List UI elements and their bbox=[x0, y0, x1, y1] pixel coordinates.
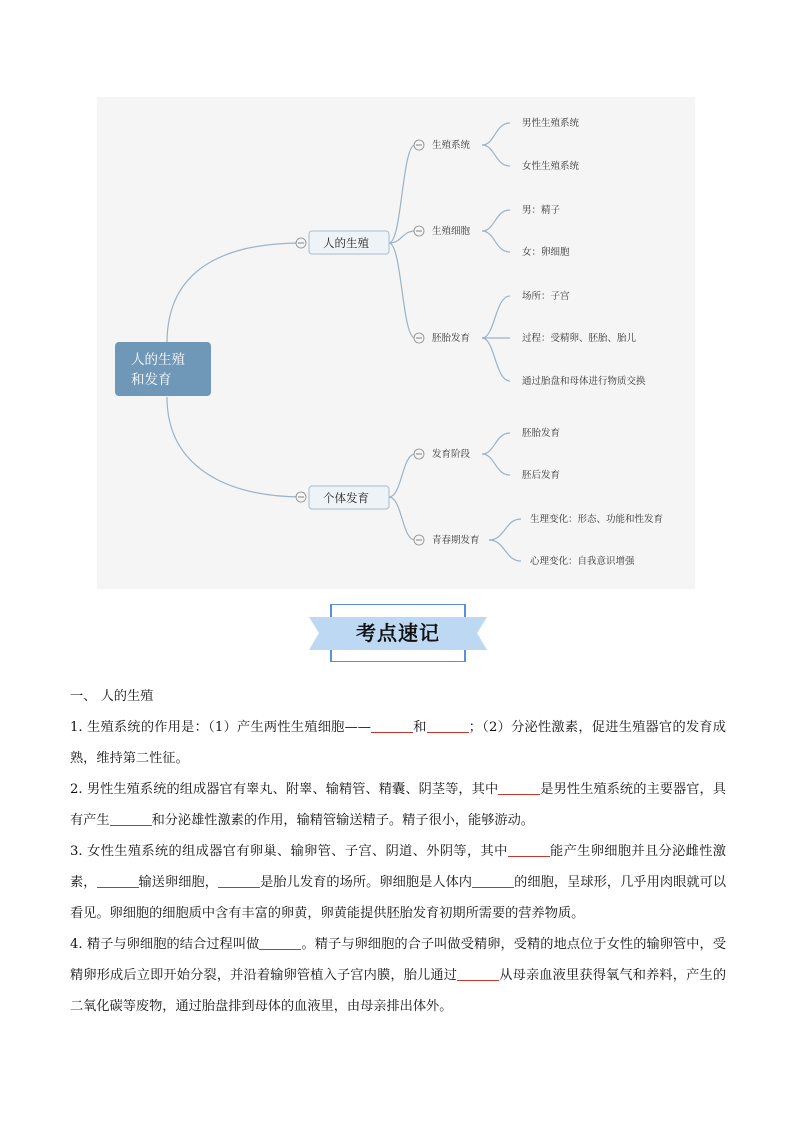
mind-map bbox=[97, 97, 695, 589]
notes-content bbox=[70, 682, 726, 1022]
leaf-label: 男：精子 bbox=[522, 205, 561, 216]
fill-blank[interactable] bbox=[110, 811, 152, 826]
banner-title: 考点速记 bbox=[356, 621, 440, 645]
leaf-label: 过程：受精卵、胚胎、胎儿 bbox=[522, 333, 637, 344]
sub-label-germ-cells: 生殖细胞 bbox=[432, 226, 471, 237]
leaf-label: 心理变化：自我意识增强 bbox=[530, 556, 635, 567]
leaf-label: 女：卵细胞 bbox=[522, 247, 570, 258]
connector-b2-s1 bbox=[389, 454, 415, 497]
fill-blank[interactable] bbox=[498, 780, 540, 795]
leaf-label: 胚胎发育 bbox=[522, 428, 561, 439]
section-banner bbox=[309, 604, 487, 662]
sub-label-puberty: 青春期发育 bbox=[432, 535, 480, 546]
leaf-label: 场所：子宫 bbox=[522, 291, 570, 302]
connector-b1-s1 bbox=[389, 145, 415, 243]
connector-b1-s3 bbox=[389, 243, 415, 338]
leaf-label: 男性生殖系统 bbox=[522, 118, 580, 129]
connector-root-branch1 bbox=[167, 243, 302, 343]
root-label-line1: 人的生殖 bbox=[131, 352, 185, 368]
leaf-label: 生理变化：形态、功能和性发育 bbox=[530, 514, 664, 525]
section-heading: 一、 人的生殖 bbox=[70, 689, 154, 704]
fill-blank[interactable] bbox=[472, 873, 514, 888]
fill-blank[interactable] bbox=[259, 935, 301, 950]
item-3: 3. 女性生殖系统的组成器官有卵巢、输卵管、子宫、阴道、外阴等，其中 能产生卵细胞并且分泌雌性激素， 输送卵细胞， 是胎儿发育的场所。卵细胞是人体内 的细胞，呈球形，几乎用肉眼就可以看见。卵细胞的细胞质中含有丰富的卵黄，卵黄能提供胚胎发育初期所需要的营养物质。 bbox=[70, 844, 727, 921]
root-label-line2: 和发育 bbox=[131, 372, 172, 388]
item-2: 2. 男性生殖系统的组成器官有睾丸、附睾、输精管、精囊、阴茎等，其中 是男性生殖系统的主要器官，具有产生 和分泌雄性激素的作用，输精管输送精子。精子很小，能够游动。 bbox=[70, 782, 726, 828]
sub-label-embryo-development: 胚胎发育 bbox=[432, 333, 471, 344]
leaf-nodes bbox=[522, 117, 663, 567]
sub-nodes bbox=[414, 139, 480, 546]
leaf-label: 女性生殖系统 bbox=[522, 161, 580, 172]
connector-b1-s2 bbox=[389, 231, 415, 243]
branch-label-reproduction: 人的生殖 bbox=[323, 236, 369, 250]
fill-blank[interactable] bbox=[371, 718, 413, 733]
fill-blank[interactable] bbox=[508, 842, 550, 857]
mind-map-canvas bbox=[97, 97, 695, 589]
leaf-label: 通过胎盘和母体进行物质交换 bbox=[522, 376, 646, 387]
sub-label-reproductive-system: 生殖系统 bbox=[432, 140, 471, 151]
fill-blank[interactable] bbox=[427, 718, 469, 733]
fill-blank[interactable] bbox=[218, 873, 260, 888]
sub-label-stages: 发育阶段 bbox=[432, 449, 471, 460]
item-1: 1. 生殖系统的作用是：（1）产生两性生殖细胞—— 和 ；（2）分泌性激素，促进生殖器官的发育成熟，维持第二性征。 bbox=[70, 720, 726, 766]
connector-root-branch2 bbox=[167, 397, 302, 497]
branch-label-development: 个体发育 bbox=[323, 491, 369, 505]
item-4: 4. 精子与卵细胞的结合过程叫做 。精子与卵细胞的合子叫做受精卵，受精的地点位于女性的输卵管中，受精卵形成后立即开始分裂，并沿着输卵管植入子宫内膜，胎儿通过 从母亲血液里获得氧气和养料，产生的二氧化碳等废物，通过胎盘排到母体的血液里，由母亲排出体外。 bbox=[70, 937, 727, 1014]
leaf-label: 胚后发育 bbox=[522, 470, 561, 481]
fill-blank[interactable] bbox=[457, 966, 499, 981]
connector-b2-s2 bbox=[389, 497, 415, 540]
fill-blank[interactable] bbox=[97, 873, 139, 888]
